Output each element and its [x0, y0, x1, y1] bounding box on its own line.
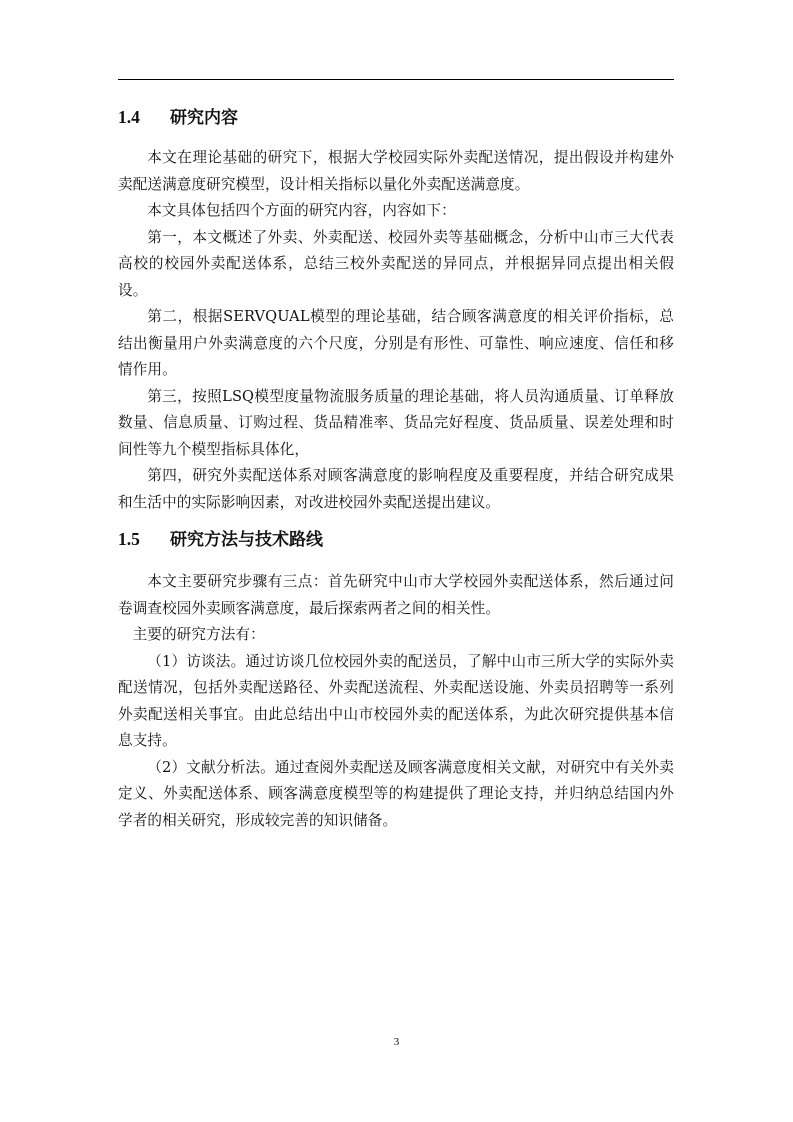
section-title: 研究方法与技术路线 — [170, 530, 323, 550]
paragraph: 第二，根据SERVQUAL模型的理论基础，结合顾客满意度的相关评价指标，总结出衡量用户外卖满意度的六个尺度，分别是有形性、可靠性、响应速度、信任和移情作用。 — [118, 308, 674, 378]
paragraph: 主要的研究方法有： — [132, 626, 265, 643]
section-number: 1.4 — [118, 107, 140, 127]
paragraph: （1）访谈法。通过访谈几位校园外卖的配送员，了解中山市三所大学的实际外卖配送情况，包括外卖配送路径、外卖配送流程、外卖配送设施、外卖员招聘等一系列外卖配送相关事宜。由此总结出中山市校园外卖的配送体系，为此次研究提供基本信息支持。 — [118, 652, 674, 749]
paragraph: 本文在理论基础的研究下，根据大学校园实际外卖配送情况，提出假设并构建外卖配送满意度研究模型，设计相关指标以量化外卖配送满意度。 — [118, 149, 674, 193]
section-number: 1.5 — [118, 529, 140, 549]
section-title: 研究内容 — [170, 108, 238, 128]
paragraph: （2）文献分析法。通过查阅外卖配送及顾客满意度相关文献，对研究中有关外卖定义、外卖配送体系、顾客满意度模型等的构建提供了理论支持，并归纳总结国内外学者的相关研究，形成较完善的知识储备。 — [118, 758, 674, 829]
page-number: 3 — [393, 1036, 400, 1048]
section-heading-1-4 — [118, 102, 674, 133]
paragraph: 第四，研究外卖配送体系对顾客满意度的影响程度及重要程度，并结合研究成果和生活中的实际影响因素，对改进校园外卖配送提出建议。 — [118, 467, 674, 511]
section-heading-1-5 — [118, 524, 674, 555]
paragraph: 本文主要研究步骤有三点：首先研究中山市大学校园外卖配送体系，然后通过问卷调查校园外卖顾客满意度，最后探索两者之间的相关性。 — [118, 573, 674, 617]
header-rule — [118, 79, 674, 80]
paragraph: 本文具体包括四个方面的研究内容，内容如下： — [147, 202, 456, 219]
paragraph: 第三，按照LSQ模型度量物流服务质量的理论基础，将人员沟通质量、订单释放数量、信息质量、订购过程、货品精准率、货品完好程度、货品质量、误差处理和时间性等九个模型指标具体化， — [118, 387, 674, 458]
paragraph: 第一，本文概述了外卖、外卖配送、校园外卖等基础概念，分析中山市三大代表高校的校园外卖配送体系，总结三校外卖配送的异同点，并根据异同点提出相关假设。 — [118, 228, 674, 299]
page-content — [118, 102, 674, 834]
